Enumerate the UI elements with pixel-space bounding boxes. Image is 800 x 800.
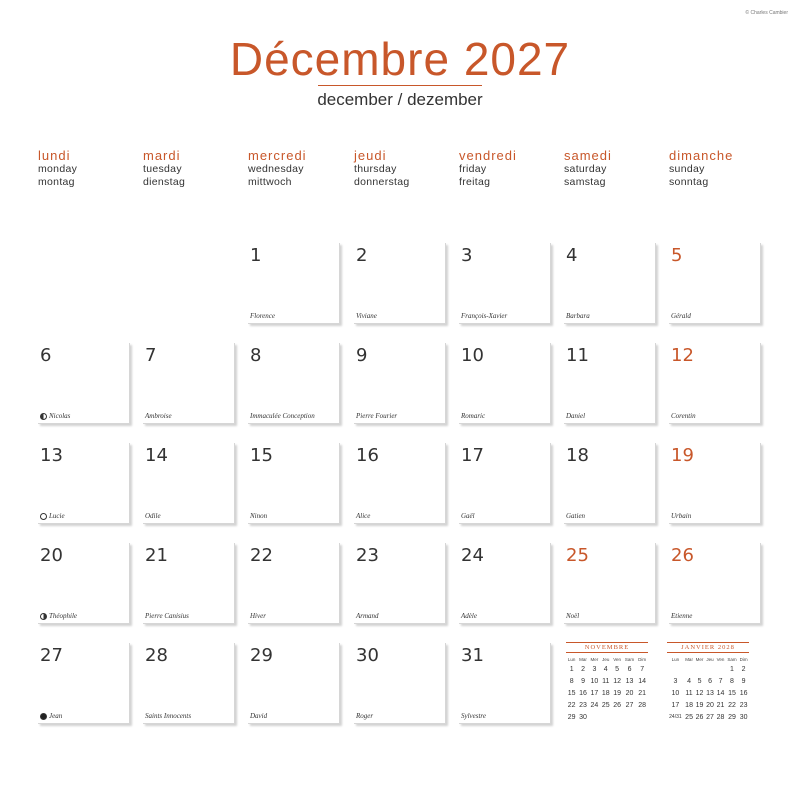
mini-day: 5 — [697, 677, 702, 685]
saint-label: François-Xavier — [461, 312, 508, 320]
saint-label: Jean — [49, 712, 63, 720]
mini-day — [694, 663, 704, 675]
saint-label: Saints Innocents — [145, 712, 192, 720]
weekday-header-saturday — [564, 148, 669, 189]
mini-day: 30 — [579, 713, 587, 721]
weekday-label-fr: mercredi — [248, 148, 307, 163]
saint-name — [250, 412, 315, 420]
mini-day: 14 — [716, 689, 725, 697]
saint-label: Adèle — [461, 612, 477, 620]
mini-day: 13 — [625, 677, 634, 685]
mini-day: 12 — [695, 689, 704, 697]
mini-day: 21 — [638, 689, 647, 697]
moon-phase-full-icon — [40, 513, 47, 520]
day-cell[interactable] — [459, 443, 551, 524]
mini-day: 16 — [579, 689, 587, 697]
mini-day: 2 — [581, 665, 585, 673]
saint-label: Sylvestre — [461, 712, 487, 720]
mini-calendar — [667, 642, 749, 723]
saint-label: Barbara — [566, 312, 590, 320]
mini-calendar — [566, 642, 648, 723]
weekday-label-fr: lundi — [38, 148, 71, 163]
mini-day: 14 — [638, 677, 647, 685]
day-number: 12 — [671, 345, 694, 366]
day-number: 4 — [566, 245, 578, 266]
saint-name — [250, 712, 267, 720]
weekday-label-fr: jeudi — [354, 148, 387, 163]
mini-weekday-header: Sam — [727, 657, 737, 662]
saint-label: Roger — [356, 712, 374, 720]
weekday-label-en: sunday — [669, 163, 705, 175]
day-cell[interactable] — [38, 343, 130, 424]
day-cell[interactable] — [354, 243, 446, 324]
saint-name — [250, 512, 267, 520]
mini-weekday-header: Ven — [613, 657, 621, 662]
saint-name — [145, 712, 191, 720]
saint-label: Armand — [356, 612, 379, 620]
mini-day: 26 — [613, 701, 622, 709]
mini-day: 7 — [718, 677, 723, 685]
mini-day: 28 — [716, 713, 725, 721]
weekday-label-en: wednesday — [248, 163, 304, 175]
mini-day: 17 — [671, 701, 680, 709]
saint-label: Odile — [145, 512, 161, 520]
saint-label: Gaël — [461, 512, 475, 520]
day-cell[interactable] — [248, 643, 340, 724]
mini-day: 8 — [730, 677, 734, 685]
day-number: 17 — [461, 445, 484, 466]
weekday-label-en: monday — [38, 163, 78, 175]
mini-day: 2 — [741, 665, 746, 673]
saint-label: Viviane — [356, 312, 377, 320]
day-cell[interactable] — [354, 443, 446, 524]
day-number: 8 — [250, 345, 262, 366]
day-cell[interactable] — [248, 343, 340, 424]
mini-day — [684, 663, 694, 675]
weekday-label-fr: vendredi — [459, 148, 517, 163]
saint-name — [566, 312, 590, 320]
day-number: 25 — [566, 545, 589, 566]
day-cell[interactable] — [38, 643, 130, 724]
day-number: 11 — [566, 345, 589, 366]
mini-day: 12 — [613, 677, 622, 685]
saint-name — [461, 312, 507, 320]
title-divider — [318, 85, 482, 86]
moon-phase-first-icon — [40, 613, 47, 620]
saint-name — [566, 412, 585, 420]
saint-label: Daniel — [566, 412, 586, 420]
saint-name — [40, 412, 70, 420]
month-subtitle: december / dezember — [317, 90, 483, 109]
day-number: 18 — [566, 445, 589, 466]
weekday-label-en: friday — [459, 163, 487, 175]
saint-name — [356, 712, 373, 720]
day-cell[interactable] — [143, 443, 235, 524]
mini-day — [611, 711, 622, 723]
weekday-header-thursday — [354, 148, 459, 189]
mini-weekday-header: Jeu — [602, 657, 610, 662]
weekday-label-de: dienstag — [143, 176, 186, 188]
mini-day: 1 — [730, 665, 734, 673]
mini-day: 16 — [739, 689, 748, 697]
moon-phase-new-icon — [40, 713, 47, 720]
mini-day — [600, 711, 611, 723]
mini-day: 10 — [590, 677, 599, 685]
saint-name — [566, 612, 579, 620]
day-cell[interactable] — [354, 643, 446, 724]
mini-day: 9 — [741, 677, 746, 685]
day-number: 21 — [145, 545, 168, 566]
mini-day: 3 — [592, 665, 597, 673]
mini-day — [667, 663, 684, 675]
weekday-label-en: tuesday — [143, 163, 182, 175]
mini-weekday-header: Mer — [590, 657, 599, 662]
day-cell[interactable] — [143, 543, 235, 624]
mini-day: 15 — [728, 689, 736, 697]
weekday-label-en: thursday — [354, 163, 397, 175]
saint-name — [461, 412, 485, 420]
weekday-header-monday — [38, 148, 143, 189]
mini-day: 23 — [739, 701, 748, 709]
mini-day: 13 — [706, 689, 714, 697]
saint-name — [461, 512, 475, 520]
weekday-label-de: donnerstag — [354, 176, 410, 188]
mini-day: 20 — [706, 701, 714, 709]
moon-phase-last-icon — [40, 413, 47, 420]
saint-label: David — [250, 712, 268, 720]
mini-day: 4 — [603, 665, 608, 673]
weekday-label-de: freitag — [459, 176, 491, 188]
saint-label: Gatien — [566, 512, 586, 520]
mini-weekday-header: Sam — [624, 657, 635, 662]
day-cell[interactable] — [669, 443, 761, 524]
day-number: 31 — [461, 645, 484, 666]
day-number: 22 — [250, 545, 273, 566]
day-cell[interactable] — [143, 343, 235, 424]
saint-name — [40, 712, 62, 720]
saint-name — [356, 312, 377, 320]
mini-day: 24 — [590, 701, 599, 709]
saint-label: Pierre Canisius — [145, 612, 189, 620]
mini-weekday-header: Jeu — [706, 657, 714, 662]
mini-day — [705, 663, 715, 675]
weekday-label-fr: mardi — [143, 148, 181, 163]
day-number: 20 — [40, 545, 63, 566]
day-cell[interactable] — [143, 643, 235, 724]
saint-name — [461, 712, 486, 720]
mini-day: 19 — [613, 689, 622, 697]
mini-day: 22 — [567, 701, 576, 709]
mini-day: 15 — [567, 689, 576, 697]
day-number: 26 — [671, 545, 694, 566]
saint-label: Lucie — [49, 512, 65, 520]
saint-name — [145, 612, 189, 620]
mini-day: 24/31 — [669, 714, 682, 720]
saint-label: Immaculée Conception — [250, 412, 315, 420]
day-number: 13 — [40, 445, 63, 466]
day-number: 30 — [356, 645, 379, 666]
mini-weekday-header: Mar — [579, 657, 587, 662]
saint-label: Ninon — [250, 512, 268, 520]
mini-day: 7 — [640, 665, 645, 673]
weekday-label-de: samstag — [564, 176, 606, 188]
mini-weekday-header: Mer — [695, 657, 704, 662]
mini-day: 18 — [685, 701, 693, 709]
day-cell[interactable] — [38, 543, 130, 624]
day-cell[interactable] — [669, 243, 761, 324]
saint-name — [671, 512, 691, 520]
saint-label: Pierre Fourier — [356, 412, 398, 420]
mini-day: 19 — [695, 701, 704, 709]
mini-day: 27 — [706, 713, 714, 721]
mini-day: 18 — [601, 689, 610, 697]
saint-label: Noël — [566, 612, 580, 620]
mini-calendar-title: JANVIER 2028 — [667, 642, 749, 653]
mini-weekday-header: Dim — [638, 657, 647, 662]
mini-day — [623, 711, 637, 723]
mini-day: 5 — [615, 665, 620, 673]
day-cell[interactable] — [669, 343, 761, 424]
saint-label: Etienne — [671, 612, 693, 620]
mini-weekday-header: Lun — [567, 657, 576, 662]
saint-name — [145, 412, 172, 420]
mini-day: 11 — [685, 689, 693, 697]
mini-day: 20 — [625, 689, 634, 697]
saint-label: Corentin — [671, 412, 696, 420]
weekday-header-sunday — [669, 148, 774, 189]
saint-label: Florence — [250, 312, 276, 320]
day-number: 9 — [356, 345, 368, 366]
day-number: 14 — [145, 445, 168, 466]
saint-name — [356, 412, 397, 420]
day-number: 16 — [356, 445, 379, 466]
day-cell[interactable] — [459, 243, 551, 324]
weekday-header-tuesday — [143, 148, 248, 189]
mini-day: 17 — [590, 689, 599, 697]
mini-day: 6 — [627, 665, 632, 673]
day-cell[interactable] — [38, 443, 130, 524]
day-cell[interactable] — [564, 543, 656, 624]
weekday-header-wednesday — [248, 148, 353, 189]
weekday-label-en: saturday — [564, 163, 607, 175]
day-number: 27 — [40, 645, 63, 666]
mini-weekday-header: Mar — [685, 657, 693, 662]
mini-day: 29 — [567, 713, 576, 721]
mini-day — [715, 663, 725, 675]
day-number: 10 — [461, 345, 484, 366]
saint-name — [671, 412, 696, 420]
weekday-label-de: montag — [38, 176, 75, 188]
day-number: 3 — [461, 245, 473, 266]
day-cell[interactable] — [564, 343, 656, 424]
mini-day: 6 — [708, 677, 712, 685]
mini-day: 9 — [581, 677, 585, 685]
day-cell[interactable] — [459, 343, 551, 424]
saint-label: Ambroise — [145, 412, 172, 420]
mini-day: 11 — [602, 677, 610, 685]
mini-day: 21 — [716, 701, 725, 709]
saint-label: Gérald — [671, 312, 691, 320]
saint-name — [40, 512, 65, 520]
weekday-header-friday — [459, 148, 564, 189]
mini-weekday-header: Lun — [671, 657, 680, 662]
mini-day: 30 — [739, 713, 748, 721]
mini-day: 3 — [673, 677, 678, 685]
day-number: 2 — [356, 245, 368, 266]
saint-name — [461, 612, 477, 620]
saint-name — [250, 612, 266, 620]
saint-name — [145, 512, 161, 520]
day-cell[interactable] — [459, 643, 551, 724]
day-number: 24 — [461, 545, 484, 566]
day-number: 15 — [250, 445, 273, 466]
mini-day: 25 — [601, 701, 610, 709]
saint-label: Théophile — [49, 612, 77, 620]
weekday-label-fr: dimanche — [669, 148, 734, 163]
day-number: 23 — [356, 545, 379, 566]
day-cell[interactable] — [564, 243, 656, 324]
mini-weekday-header: Ven — [716, 657, 725, 662]
mini-day — [589, 711, 600, 723]
day-cell[interactable] — [248, 243, 340, 324]
day-number: 1 — [250, 245, 262, 266]
mini-day: 10 — [671, 689, 680, 697]
weekday-label-de: sonntag — [669, 176, 709, 188]
mini-weekday-header: Dim — [739, 657, 748, 662]
copyright: © Charles Cambier — [745, 10, 788, 16]
mini-day: 26 — [695, 713, 704, 721]
day-cell[interactable] — [248, 443, 340, 524]
mini-day — [636, 711, 648, 723]
mini-day: 8 — [569, 677, 574, 685]
saint-name — [40, 612, 77, 620]
saint-label: Urbain — [671, 512, 692, 520]
mini-day: 1 — [569, 665, 574, 673]
day-cell[interactable] — [248, 543, 340, 624]
day-cell[interactable] — [459, 543, 551, 624]
day-number: 29 — [250, 645, 273, 666]
saint-name — [671, 612, 692, 620]
weekday-label-de: mittwoch — [248, 176, 292, 188]
saint-name — [356, 512, 370, 520]
day-number: 7 — [145, 345, 157, 366]
saint-name — [250, 312, 275, 320]
day-number: 19 — [671, 445, 694, 466]
day-cell[interactable] — [354, 543, 446, 624]
saint-name — [356, 612, 379, 620]
mini-day: 27 — [625, 701, 634, 709]
saint-label: Nicolas — [49, 412, 71, 420]
weekday-label-fr: samedi — [564, 148, 612, 163]
mini-day: 28 — [638, 701, 647, 709]
day-number: 28 — [145, 645, 168, 666]
day-cell[interactable] — [669, 543, 761, 624]
mini-calendar-title: NOVEMBRE — [566, 642, 648, 653]
day-number: 5 — [671, 245, 683, 266]
saint-name — [671, 312, 691, 320]
saint-label: Alice — [356, 512, 371, 520]
mini-day: 23 — [579, 701, 587, 709]
saint-label: Hiver — [250, 612, 266, 620]
day-cell[interactable] — [354, 343, 446, 424]
saint-name — [566, 512, 585, 520]
mini-day: 22 — [728, 701, 736, 709]
day-cell[interactable] — [564, 443, 656, 524]
saint-label: Romaric — [461, 412, 486, 420]
mini-day: 25 — [685, 713, 693, 721]
mini-day: 4 — [687, 677, 692, 685]
mini-day: 29 — [728, 713, 736, 721]
month-title: Décembre 2027 — [229, 33, 571, 85]
day-number: 6 — [40, 345, 52, 366]
